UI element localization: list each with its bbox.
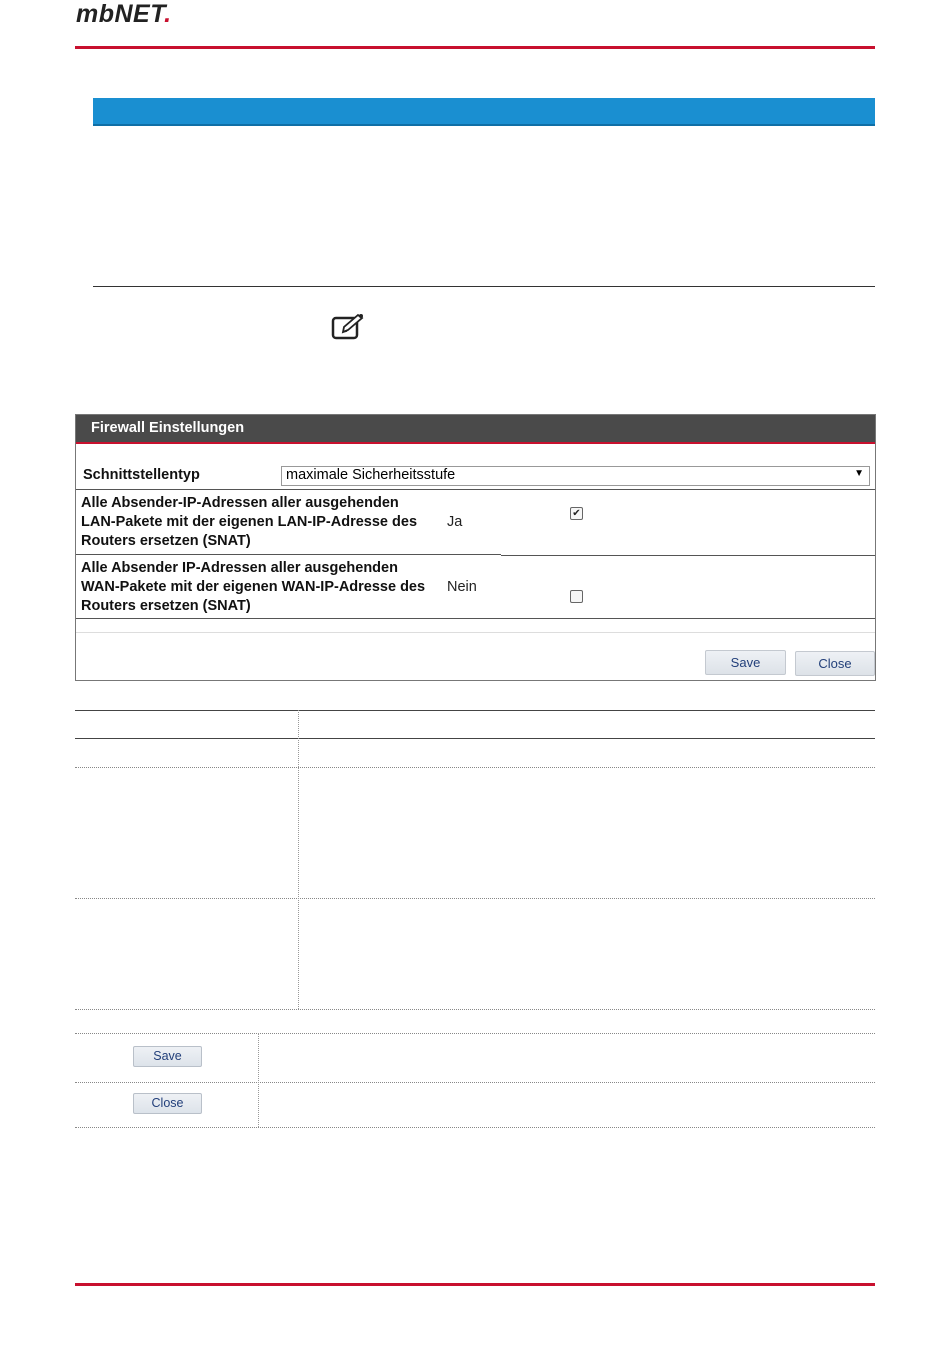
table-column-divider xyxy=(298,710,299,1009)
legend-column-divider xyxy=(258,1033,259,1127)
snat-lan-label xyxy=(81,494,417,551)
save-button[interactable]: Save xyxy=(705,650,786,675)
snat-lan-checkbox[interactable]: ✔ xyxy=(570,507,583,520)
footer-divider xyxy=(75,1283,875,1286)
snat-wan-label xyxy=(81,559,425,616)
legend-row-line xyxy=(75,1127,875,1128)
logo-text: mbNET xyxy=(76,0,165,28)
snat-wan-checkbox[interactable] xyxy=(570,590,583,603)
firewall-settings-dialog xyxy=(75,414,876,681)
footer-divider xyxy=(76,632,875,633)
chevron-down-icon: ▼ xyxy=(854,468,864,479)
table-row-line xyxy=(75,898,875,899)
mbnet-logo xyxy=(76,0,172,29)
row-divider xyxy=(76,489,875,490)
snat-lan-label-line: Routers ersetzen (SNAT) xyxy=(81,533,251,549)
section-header-bar xyxy=(93,98,875,126)
header-divider xyxy=(75,46,875,49)
dialog-title: Firewall Einstellungen xyxy=(91,420,245,436)
table-row-line xyxy=(75,1009,875,1010)
snat-wan-label-line: Routers ersetzen (SNAT) xyxy=(81,598,251,614)
interface-type-value: maximale Sicherheitsstufe xyxy=(286,467,456,483)
row-divider xyxy=(501,555,875,556)
table-top-line xyxy=(75,710,875,711)
edit-icon xyxy=(331,312,367,340)
table-header-line xyxy=(75,738,875,739)
section-divider xyxy=(93,286,875,287)
row-divider xyxy=(76,554,501,555)
interface-type-select[interactable] xyxy=(281,466,870,486)
legend-save-button[interactable]: Save xyxy=(133,1046,202,1067)
interface-type-label: Schnittstellentyp xyxy=(83,467,200,483)
logo-dot: . xyxy=(164,0,172,28)
row-divider xyxy=(76,618,875,619)
legend-row-line xyxy=(75,1082,875,1083)
legend-close-button[interactable]: Close xyxy=(133,1093,202,1114)
snat-wan-value: Nein xyxy=(447,579,477,595)
legend-row-line xyxy=(75,1033,875,1034)
snat-lan-value: Ja xyxy=(447,514,463,530)
snat-lan-label-line: LAN-Pakete mit der eigenen LAN-IP-Adresse des xyxy=(81,514,418,530)
table-row-line xyxy=(75,767,875,768)
dialog-header xyxy=(76,415,875,444)
snat-lan-label-line: Alle Absender-IP-Adressen aller ausgehenden xyxy=(81,495,399,511)
snat-wan-label-line: Alle Absender IP-Adressen aller ausgehenden xyxy=(81,560,398,576)
close-button[interactable]: Close xyxy=(795,651,875,676)
snat-wan-label-line: WAN-Pakete mit der eigenen WAN-IP-Adresse des xyxy=(81,579,426,595)
